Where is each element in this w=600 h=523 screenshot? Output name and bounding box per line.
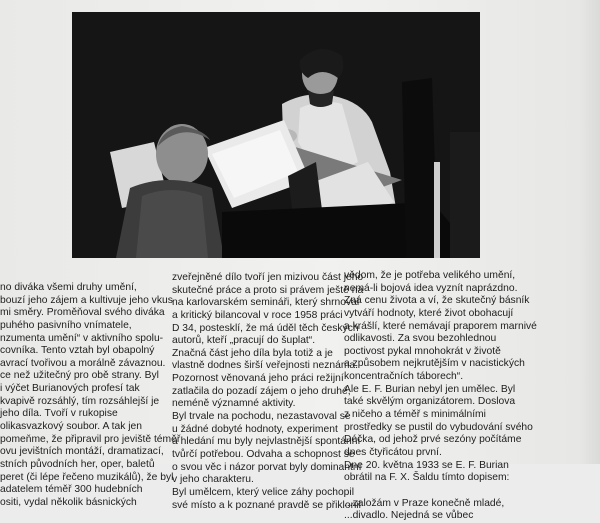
text-line: vědom, že je potřeba velikého umění, (344, 270, 516, 281)
text-line: v jeho charakteru. (172, 474, 254, 486)
text-line: ...založám v Praze konečně mladé, (344, 497, 505, 509)
text-line: u žádné dobyté hodnoty, experiment (172, 423, 338, 435)
photograph (72, 12, 480, 258)
text-line: také skvělým organizátorem. Doslova (344, 396, 516, 408)
text-line: o svou věc i názor porvat byly dominantní (172, 461, 362, 473)
text-line: ...divadlo. Nejedná se vůbec (344, 510, 474, 522)
text-line: olikasvazkový soubor. A tak jen (0, 421, 142, 433)
text-line: ovu jevištních montáží, dramatizací, (0, 446, 164, 458)
text-line: neméně významné aktivity. (172, 398, 296, 410)
text-line: skutečné práce a proto si právem ještě na (172, 284, 364, 296)
text-line: Byl trvale na pochodu, nezastavoval se (172, 411, 351, 423)
text-line: obrátil na F. X. Šaldu tímto dopisem: (344, 472, 510, 484)
text-line: puhého pasivního vnímatele, (0, 319, 132, 331)
text-line: pomeňme, že připravil pro jeviště téměř (0, 433, 181, 445)
text-line: kvapivě rozsáhlý, tím rozsáhlejší je (0, 395, 160, 407)
text-line: bouzí jeho zájem a kultivuje jeho vkus (0, 294, 173, 306)
text-line: koncentračních táborech“. (344, 371, 464, 383)
text-line: vlastně dodnes širší veřejnosti neznáma. (172, 360, 359, 372)
text-line: poctivost pykal mnohokrát v životě (344, 345, 501, 357)
text-line: no diváka všemi druhy umění, (0, 282, 137, 293)
text-line: a hledání mu byly nejvlastnější spontánní (172, 436, 361, 448)
text-line: Déčka, od jehož prvé sezóny počítáme (344, 434, 522, 446)
text-line: tvůrčí potřebou. Odvaha a schopnost se (172, 448, 355, 460)
text-line: i výčet Burianových profesí tak (0, 383, 140, 395)
text-column-1 (0, 282, 181, 510)
text-line: Pozornost věnovaná jeho práci režijní (172, 373, 344, 385)
text-line: nzumenta umění“ v aktivního spolu- (0, 332, 164, 344)
text-column-2 (172, 272, 364, 512)
text-line: stních původních her, oper, baletů (0, 458, 155, 470)
text-line: své místo a k poznané pravdě se přiklonil (172, 499, 361, 511)
text-line: D 34, postesklí, že má úděl těch českých (172, 322, 359, 334)
text-line: Značná část jeho díla byla totiž a je (172, 347, 333, 359)
text-line: zatlačila do pozadí zájem o jeho druhé, (172, 385, 351, 397)
text-line: vytváří hodnoty, které život obohacují (344, 307, 514, 319)
text-line: autorů, kteří „pracují do šuplat“. (172, 335, 316, 347)
text-line: a způsobem nejkrutějším v nacistických (344, 358, 525, 370)
text-line: covníka. Tento vztah byl obapolný (0, 345, 155, 357)
text-line: a kritický bilancoval v roce 1958 práci (172, 309, 343, 321)
text-column-3 (344, 270, 537, 523)
text-line: nemá-li bojová idea vyznít naprázdno. (344, 282, 518, 294)
text-line: mi směry. Proměňoval svého diváka (0, 307, 165, 319)
text-line: peret (či lépe řečeno muzikálů), že byl (0, 471, 174, 483)
text-line: prostředky se pustil do vybudování svého (344, 421, 533, 433)
text-line: a krášlí, které nemávají praporem marnivé (344, 320, 537, 332)
text-line: Zná cenu života a ví, že skutečný básník (344, 295, 530, 307)
text-line: jeho díla. Tvoří v rukopise (0, 408, 118, 420)
text-line: Byl umělcem, který velice záhy pochopil (172, 486, 354, 498)
text-line: ce než užitečný pro obě strany. Byl (0, 370, 159, 382)
text-line: z ničeho a téměř s minimálními (344, 409, 486, 421)
text-line: ositi, vydal několik básnických (0, 496, 137, 508)
text-line: odlikavosti. Za svou bezohlednou (344, 333, 497, 345)
page-edge-shadow (580, 0, 600, 464)
text-line: na karlovarském semináři, který shrnoval (172, 297, 360, 309)
text-line: avrací tvořivou a morálně závaznou. (0, 357, 166, 369)
text-line (344, 485, 514, 498)
text-line: adatelem téměř 300 hudebních (0, 484, 143, 496)
text-line: Dne 20. května 1933 se E. F. Burian (344, 459, 509, 471)
text-line: dnes čtyřicátou první. (344, 446, 442, 458)
text-line: zveřejněné dílo tvoří jen mizivou část jeho (172, 272, 364, 283)
text-line: Ale E. F. Burian nebyl jen umělec. Byl (344, 383, 516, 395)
photo-two-men-at-piano-icon (72, 12, 480, 258)
